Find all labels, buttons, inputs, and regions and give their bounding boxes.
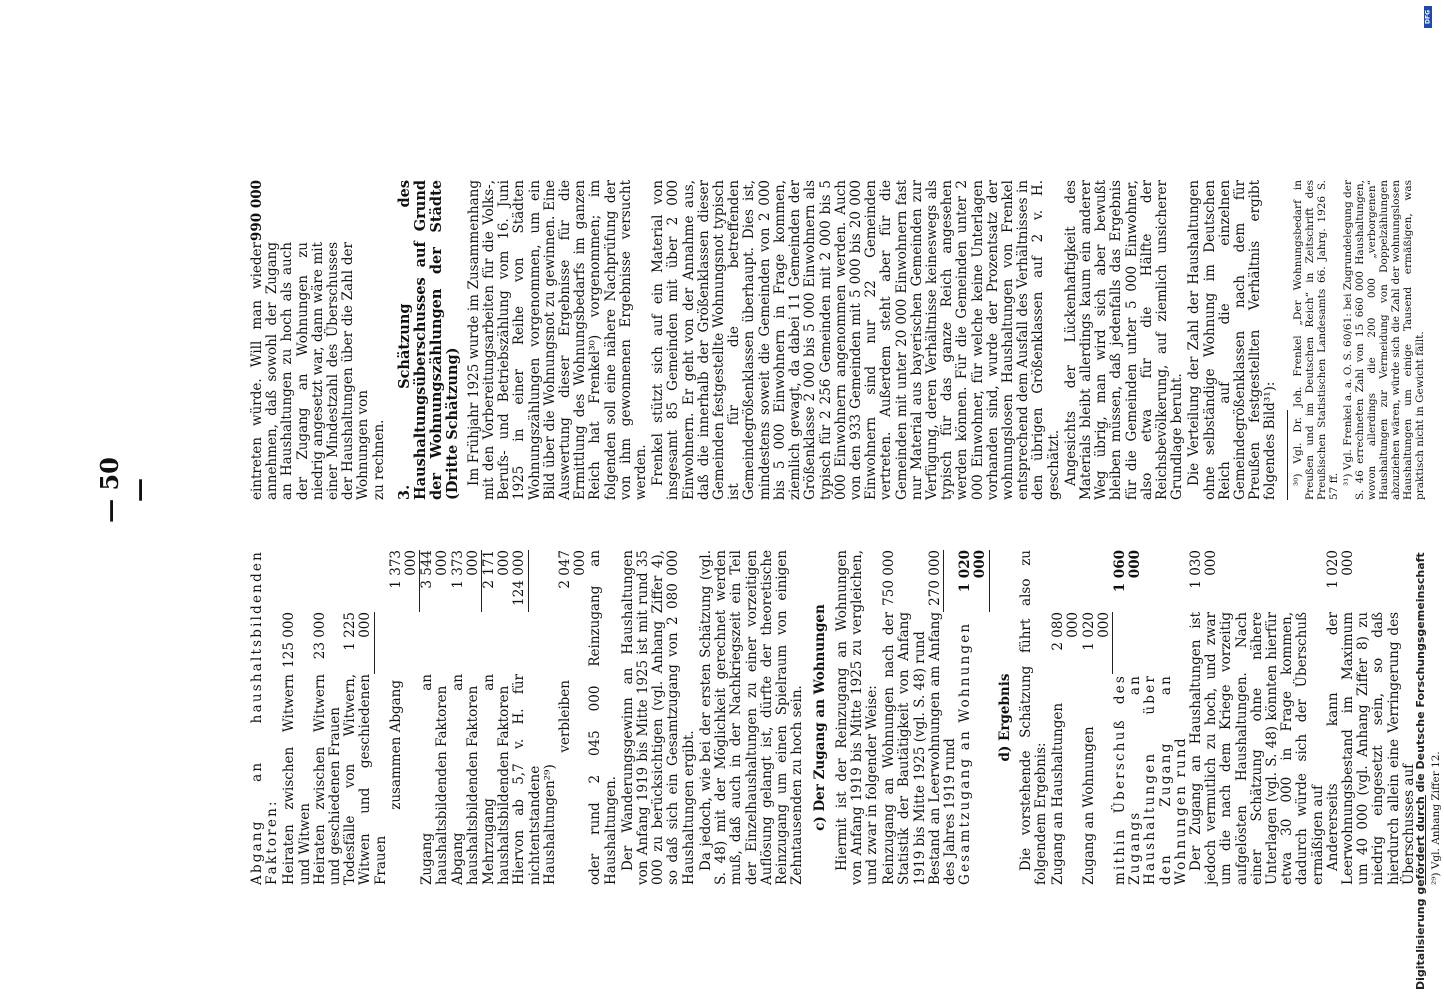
table-row: Der Zugang an Haushaltungen ist jedoch vermutlich zu hoch, und zwar um die nach dem Kriege vorzeitig aufgelösten Haushaltungen. Nach einer Schätzung ohne nähere Unterlagen (vgl. S. 48) könnten hierfür etwa 30 000 in Frage kommen, dadurch würde sich der Überschuß ermäßigen auf 1 030 000 (1187, 550, 1326, 885)
ergebnis-table (1051, 550, 1189, 885)
footnote-30: ³⁰) Vgl. Dr. Joh. Frenkel „Der Wohnungsbedarf in Preußen und im Deutschen Reich“ in Zeitschrift des Preußischen Statistischen Landesamts 66. Jahrg. 1926 S. 57 ff. (1291, 180, 1340, 500)
table-row: Mehrzugang an haushaltsbildenden Faktoren 2 171 000 (481, 550, 513, 885)
paragraph: Die Verteilung der Zahl der Haushaltungen ohne selbständige Wohnung im Deutschen Reich auf die einzelnen Gemeindegrößenklassen nach dem für Preußen festgestellten Verhältnis ergibt folgendes Bild³¹): (1186, 180, 1279, 500)
dfg-logo: DFG (1424, 6, 1432, 28)
paragraph: Hiermit ist der Reinzugang an Wohnungen von Anfang 1919 bis Mitte 1925 zu vergleichen, und zwar in folgender Weise: (833, 550, 880, 885)
table-row: verbleiben 2 047 000 (557, 550, 589, 753)
table-row: Heiraten zwischen Witwern und Witwen 125 000 (281, 612, 313, 885)
table-row: zusammen Abgang 1 373 000 (387, 550, 420, 810)
credit-text: Digitalisierung gefördert durch die Deutsche Forschungsgemeinschaft (1414, 552, 1427, 990)
page-number: — 50 — (95, 457, 153, 523)
paragraph: Die vorstehende Schätzung führt also zu folgendem Ergebnis: (1017, 550, 1049, 885)
table-row: mithin Überschuß des Zugangs an Haushaltungen über den Zugang an Wohnungen rund 1 060 000 (1111, 550, 1189, 885)
table-row: Heiraten zwischen Witwern und geschiedenen Frauen 23 000 (311, 612, 344, 885)
abgang-table (282, 550, 588, 885)
paragraph: oder rund 2 045 000 Reinzugang an Haushaltungen. (587, 550, 619, 885)
footnote-29: ²⁹) Vgl. Anhang Ziffer 12. (1430, 751, 1443, 885)
paragraph: zu rechnen. (370, 419, 387, 500)
paragraph: Angesichts der Lückenhaftigkeit des Materials bleibt allerdings kaum ein anderer Weg übrig, man wird sich aber bewußt bleiben müssen, daß jedenfalls das Ergebnis für die Gemeinden unter 5 000 Einwohner, also etwa für die Hälfte der Reichsbevölkerung, auf ziemlich unsicherer Grundlage beruht. (1062, 180, 1186, 500)
table-row: Bestand an Leerwohnungen am Anfang des Jahres 1919 rund 270 000 (926, 550, 958, 885)
section-heading-3: 3. Schätzung des Haushaltungsüberschusses auf Grund der Wohnungszählungen der Städte (Dritte Schätzung) (395, 180, 461, 500)
table-row: Zugang an haushaltsbildenden Faktoren 3 544 000 (419, 550, 451, 885)
table-row: Abgang an haushaltsbildenden Faktoren 1 373 000 (449, 550, 481, 885)
footnote-31: ³¹) Vgl. Frenkel a. a. O. S. 60/61: bei Zugrundelegung der S. 46 errechneten Zahl von 15 660 000 Haushaltungen, wovon allerdings die 200 000 „verborgenen“ Haushaltungen zur Vermeidung von Doppelzählungen abzuziehen wären, würde sich die Zahl der wohnungslosen Haushaltungen um einige Tausend ermäßigen, was praktisch nicht in Gewicht fällt. (1341, 180, 1426, 500)
table-row: Zugang an Wohnungen 1 020 000 (1080, 612, 1112, 885)
table-row: Todesfälle von Witwern, Witwen und geschiedenen Frauen 1 225 000 (342, 612, 389, 885)
heading-d: d) Ergebnis (996, 673, 1013, 762)
left-column (250, 550, 1444, 885)
paragraph: Im Frühjahr 1925 wurde im Zusammenhang mit den Vorbereitungsarbeiten für die Volks-, Berufs- und Betriebszählung vom 16. Juni 1925 in einer Reihe von Städten Wohnungszählungen vorgenommen, um ein Bild über die Wohnungsnot zu gewinnen. Eine Auswertung dieser Ergebnisse für die Ermittlung des Wohnungsbedarfs im ganzen Reich hat Frenkel³⁰) vorgenommen; im folgenden soll eine nähere Nachprüfung der von ihm gewonnenen Ergebnisse versucht werden. (465, 180, 650, 500)
table-row: Zugang an Haushaltungen 2 080 000 (1050, 612, 1082, 885)
paragraph: Der Wanderungsgewinn an Haushaltungen von Anfang 1919 bis Mitte 1925 ist mit rund 35 000 zu berücksichtigen (vgl. Anhang Ziffer 4), so daß sich ein Gesamtzugang von 2 080 000 Haushaltungen ergibt. (619, 550, 697, 885)
wohnungen-table (882, 550, 989, 885)
abgang-title: Abgang an haushaltsbildenden Faktoren: (249, 550, 281, 885)
footnote-rule (1287, 410, 1288, 500)
table-row: Reinzugang an Wohnungen nach der Statistik der Bautätigkeit von Anfang 1919 bis Mitte 1925 (vgl. S. 48) rund 750 000 (881, 550, 928, 885)
table-row: Hiervon ab 5,7 v. H. für nichtentstandene Haushaltungen²⁹) 124 000 (511, 550, 558, 885)
right-column (250, 180, 1428, 500)
paragraph: Frenkel stützt sich auf ein Material von insgesamt 85 Gemeinden mit über 2 000 Einwohnern. Er geht von der Annahme aus, daß die innerhalb der Größenklassen dieser Gemeinden festgestellte Wohnungsnot typisch ist für die betreffenden Gemeindegrößenklassen überhaupt. Dies ist, mindestens soweit die Gemeinden von 2 000 bis 5 000 Einwohnern in Frage kommen, ziemlich gewagt, da dabei 11 Gemeinden der Größenklasse 2 000 bis 5 000 Einwohnern als typisch für 2 256 Gemeinden mit 2 000 bis 5 000 Einwohnern angenommen werden. Auch von den 933 Gemeinden mit 5 000 bis 20 000 Einwohnern sind nur 22 Gemeinden vertreten. Außerdem steht aber für die Gemeinden mit unter 20 000 Einwohnern fast nur Material aus bayerischen Gemeinden zur Verfügung, deren Verhältnisse keineswegs als typisch für das ganze Reich angesehen werden können. Für die Gemeinden unter 2 000 Einwohner, für welche keine Unterlagen vorhanden sind, wurde der Prozentsatz der wohnungslosen Haushaltungen von Frenkel entsprechend dem Ausfall des Verhältnisses in den übrigen Größenklassen auf 2 v. H. geschätzt. (650, 180, 1062, 500)
table-row: eintreten würde. Will man wieder annehmen, daß sowohl der Zugang an Haushaltungen zu hoch als auch der Zugang an Wohnungen zu niedrig angesetzt war, dann wäre mit einer Mindestzahl des Überschusses der Haushaltungen über die Zahl der Wohnungen von 990 000 (249, 180, 372, 500)
table-row: Andererseits kann der Leerwohnungsbestand im Maximum um 40 000 (vgl. Anhang Ziffer 8) zu niedrig eingesetzt sein, so daß hierdurch allein eine Verringerung des Überschusses auf 1 020 000 (1324, 550, 1417, 885)
paragraph: Da jedoch, wie bei der ersten Schätzung (vgl. S. 48) mit der Möglichkeit gerechnet werden muß, daß auch in der Nachkriegszeit ein Teil der Einzelhaushaltungen zu einer vorzeitigen Auflösung gelangt ist, dürfte der theoretische Reinzugang um einen Spielraum von einigen Zehntausenden zu hoch sein. (697, 550, 806, 885)
table-row: Gesamtzugang an Wohnungen 1 020 000 (957, 550, 989, 885)
heading-c: c) Der Zugang an Wohnungen (812, 604, 829, 831)
digitization-credit (1412, 0, 1434, 1000)
